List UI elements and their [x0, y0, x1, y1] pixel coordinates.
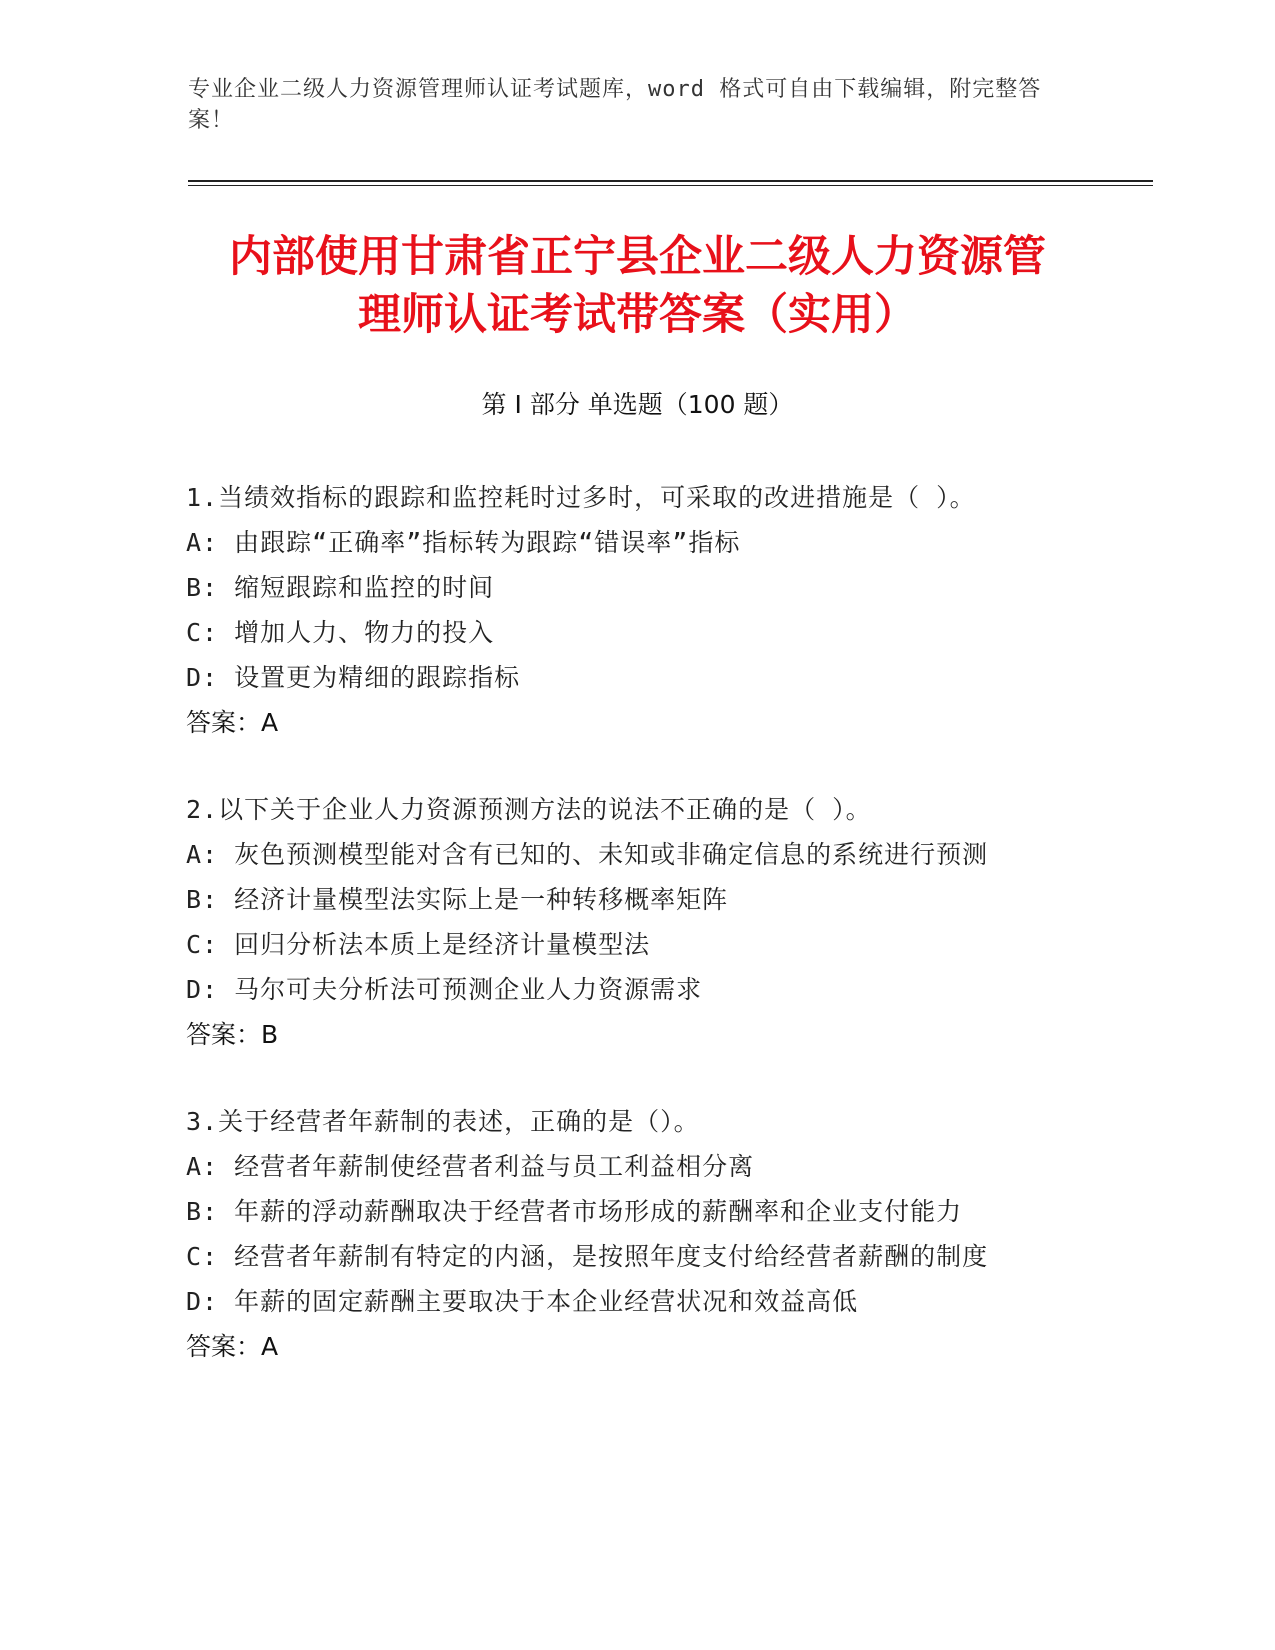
header-divider-thick [188, 180, 1153, 182]
document-title-line-1: 内部使用甘肃省正宁县企业二级人力资源管 [229, 232, 1046, 282]
header-divider-thin [188, 185, 1153, 186]
option-a: A: 由跟踪“正确率”指标转为跟踪“错误率”指标 [186, 528, 741, 557]
option-d: D: 马尔可夫分析法可预测企业人力资源需求 [186, 975, 703, 1004]
option-d: D: 设置更为精细的跟踪指标 [186, 663, 521, 692]
question-stem: 2.以下关于企业人力资源预测方法的说法不正确的是（ ）。 [186, 795, 872, 824]
answer: 答案：A [186, 1332, 279, 1361]
option-b: B: 年薪的浮动薪酬取决于经营者市场形成的薪酬率和企业支付能力 [186, 1197, 963, 1226]
question-stem: 1.当绩效指标的跟踪和监控耗时过多时，可采取的改进措施是（ ）。 [186, 483, 976, 512]
question-3 [186, 1099, 1086, 1369]
header-note: 专业企业二级人力资源管理师认证考试题库，word 格式可自由下载编辑，附完整答案！ [188, 77, 1042, 133]
answer: 答案：A [186, 708, 279, 737]
question-1 [186, 475, 1086, 745]
document-title-line-2: 理师认证考试带答案（实用） [358, 290, 917, 340]
option-c: C: 回归分析法本质上是经济计量模型法 [186, 930, 651, 959]
option-d: D: 年薪的固定薪酬主要取决于本企业经营状况和效益高低 [186, 1287, 859, 1316]
option-c: C: 增加人力、物力的投入 [186, 618, 495, 647]
document-title [150, 228, 1125, 344]
option-a: A: 经营者年薪制使经营者利益与员工利益相分离 [186, 1152, 755, 1181]
option-a: A: 灰色预测模型能对含有已知的、未知或非确定信息的系统进行预测 [186, 840, 989, 869]
option-c: C: 经营者年薪制有特定的内涵，是按照年度支付给经营者薪酬的制度 [186, 1242, 989, 1271]
option-b: B: 经济计量模型法实际上是一种转移概率矩阵 [186, 885, 729, 914]
question-list [186, 475, 1086, 1411]
answer: 答案：B [186, 1020, 279, 1049]
option-b: B: 缩短跟踪和监控的时间 [186, 573, 495, 602]
question-2 [186, 787, 1086, 1057]
section-heading: 第 I 部分 单选题（100 题） [481, 390, 794, 419]
question-stem: 3.关于经营者年薪制的表述，正确的是（）。 [186, 1107, 700, 1136]
